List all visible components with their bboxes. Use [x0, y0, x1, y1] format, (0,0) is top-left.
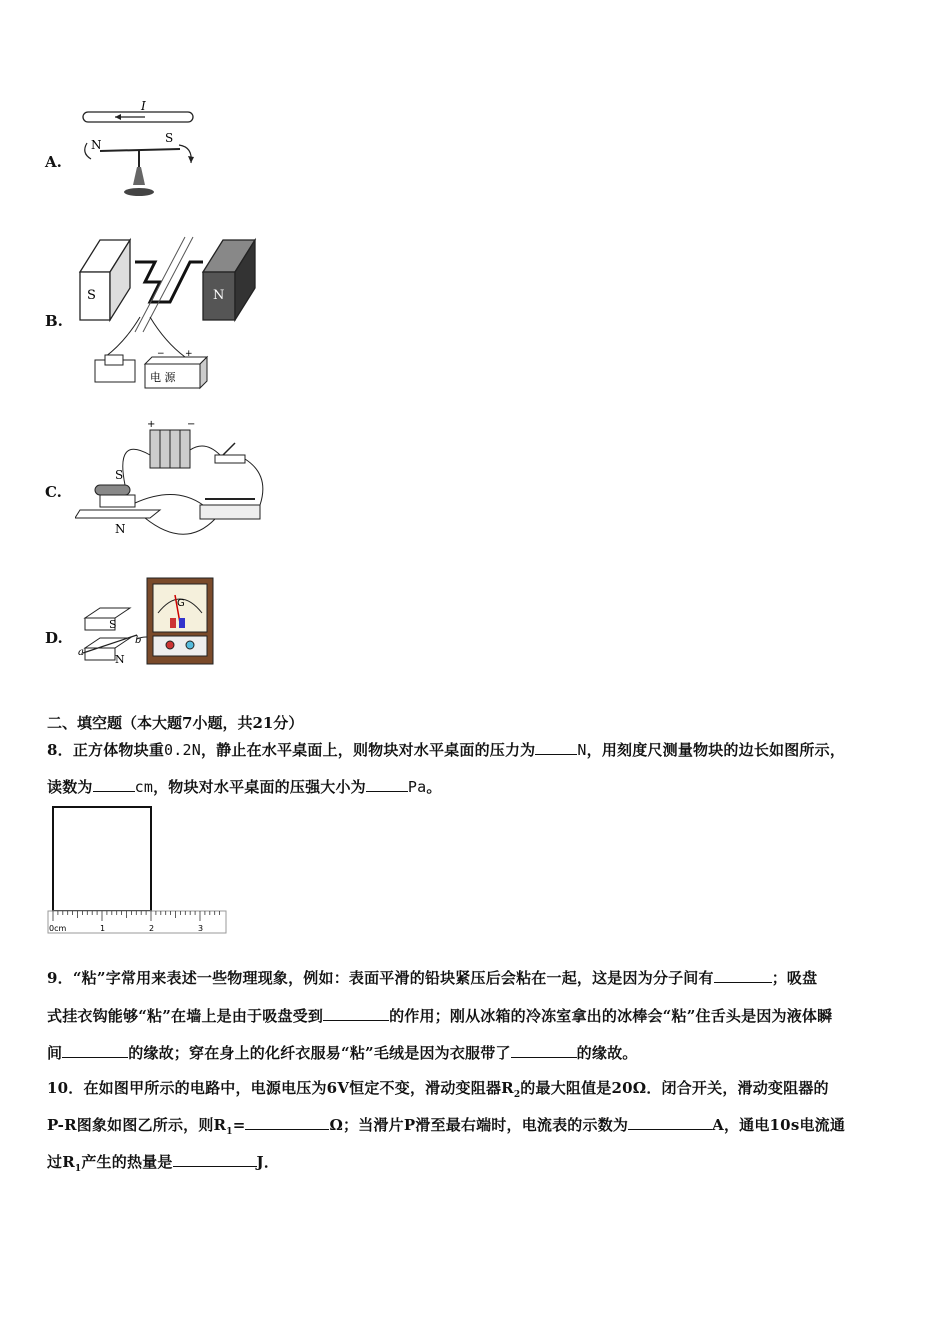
ruler-zero-label: 0cm [49, 924, 67, 933]
q8-line-1: 8．正方体物块重0.2N，静止在水平桌面上，则物块对水平桌面的压力为 N，用刻度尺测量物块的边长如图所示， [47, 741, 846, 759]
q10-line-3: 过$R_1$产生的热量是 J． [47, 1153, 280, 1174]
q9-blank-2[interactable] [323, 1008, 389, 1021]
q9-line-3: 间 的缘故；穿在身上的化纤衣服易“粘”毛绒是因为衣服带了 的缘故。 [47, 1044, 638, 1062]
a-s-label: S [165, 131, 174, 145]
option-b-label: B. [45, 312, 63, 330]
q10-line-1: 10．在如图甲所示的电路中，电源电压为6V恒定不变，滑动变阻器$R_2$的最大阻值是20Ω．闭合开关，滑动变阻器的 [47, 1079, 829, 1100]
svg-text:+: + [147, 419, 156, 430]
ruler-1-label: 1 [100, 924, 106, 933]
svg-text:a: a [78, 647, 84, 658]
ruler-2-label: 2 [149, 924, 155, 933]
svg-text:G: G [177, 598, 185, 609]
q8-blank-pressure[interactable] [366, 779, 408, 792]
svg-text:+: + [185, 349, 193, 359]
option-b-figure [75, 232, 265, 397]
q9-line-2: 式挂衣钩能够“粘”在墙上是由于吸盘受到 的作用；刚从冰箱的冷冻室拿出的冰棒会“粘”住舌头是因为液体瞬 [47, 1007, 833, 1025]
option-d-figure [75, 573, 220, 668]
d-s-label: S [109, 618, 117, 631]
q10-blank-r1[interactable] [245, 1117, 329, 1130]
q10-blank-current[interactable] [628, 1117, 712, 1130]
option-a-figure [75, 95, 205, 205]
svg-text:−: − [157, 349, 165, 359]
q9-line-1: 9．“粘”字常用来表述一些物理现象，例如：表面平滑的铅块紧压后会粘在一起，这是因为分子间有 ；吸盘 [47, 969, 818, 987]
power-label: 电 源 [150, 371, 176, 384]
ruler-figure [46, 804, 228, 936]
option-a-label: A. [45, 153, 62, 171]
q8-blank-length[interactable] [93, 779, 135, 792]
d-n-label: N [115, 653, 125, 666]
option-d-label: D. [45, 629, 63, 647]
option-c-label: C. [45, 483, 62, 501]
svg-text:−: − [187, 419, 196, 430]
a-n-label: N [91, 138, 102, 152]
c-n-label: N [115, 522, 126, 536]
b-n-label: N [213, 288, 225, 303]
q8-line-2: 读数为 cm，物块对水平桌面的压强大小为 Pa。 [47, 778, 442, 796]
q10-line-2: P-R图象如图乙所示，则$R_1= \Omega$；当滑片P滑至最右端时，电流表的示数为 A，通电10s电流通 [47, 1116, 846, 1137]
q9-blank-4[interactable] [511, 1045, 577, 1058]
ruler-3-label: 3 [198, 924, 204, 933]
q10-blank-heat[interactable] [173, 1154, 257, 1167]
section-title: 二、填空题（本大题7小题，共21分） [47, 714, 304, 732]
q8-blank-force[interactable] [535, 742, 577, 755]
option-c-figure [75, 415, 270, 550]
current-symbol: I [141, 99, 146, 113]
b-s-label: S [87, 288, 96, 303]
q9-blank-3[interactable] [62, 1045, 128, 1058]
q9-blank-1[interactable] [714, 970, 772, 983]
c-s-label: S [115, 468, 124, 482]
svg-text:b: b [135, 635, 142, 646]
